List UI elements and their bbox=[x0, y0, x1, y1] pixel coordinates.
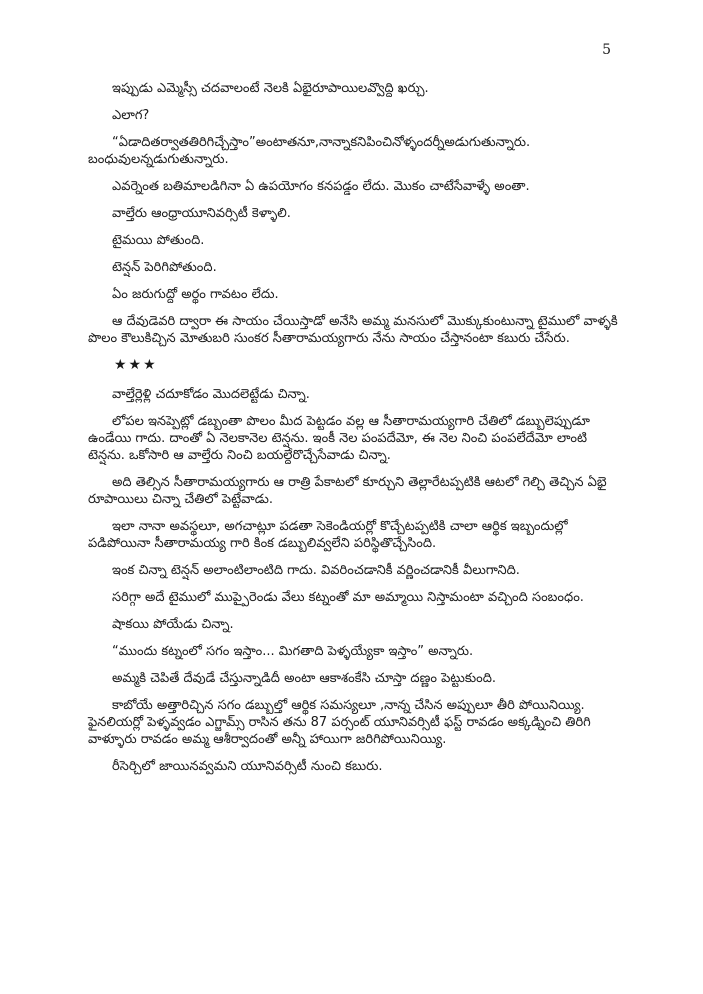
paragraph: “ఏడాదితర్వాతతిరిగిచ్చేస్తాం”అంటాతనూ,నాన్నాకనిపించినోళ్ళందర్నీఅడుగుతున్నారు. బంధువులన్నడుగుతున్నారు. bbox=[88, 135, 531, 167]
paragraph: ఎలాగ? bbox=[112, 108, 150, 123]
paragraph: అది తెల్సిన సీతారామయ్యగారు ఆ రాత్రి పేకాటలో కూర్చుని తెల్లారేటప్పటికి ఆటలో గెల్చి తెచ్చిన ఏభై రూపాయిలు చిన్నా చేతిలో పెట్టేవాడు. bbox=[88, 475, 607, 507]
paragraph: సరిగ్గా అదే టైములో ముప్పైరెండు వేలు కట్నంతో మా అమ్మాయి నిస్తామంటా వచ్చింది సంబంధం. bbox=[112, 590, 584, 605]
paragraph: లోపల ఇనప్పెట్లో డబ్బంతా పొలం మీద పెట్టడం వల్ల ఆ సీతారామయ్యగారి చేతిలో డబ్బులెప్పుడూ ఉండేయి గాదు. దాంతో ఏ నెలకానెల టెన్షను. ఇంకీ నెల పంపదేమో, ఈ నెల నించి పంపలేదేమో లాంటి టెన్షను. ఒకోసారి ఆ వాల్తేరు నించి బయల్దేరొచ్చేసేవాడు చిన్నా. bbox=[88, 414, 590, 463]
paragraph: టైమయి పోతుంది. bbox=[112, 233, 205, 248]
page-number: 5 bbox=[602, 42, 611, 58]
paragraph: “ముందు కట్నంలో సగం ఇస్తాం... మిగతాది పెళ్ళయ్యేకా ఇస్తాం” అన్నారు. bbox=[112, 644, 474, 659]
paragraph: షాకయి పోయేడు చిన్నా. bbox=[112, 617, 234, 632]
paragraph: టెన్షన్ పెరిగిపోతుంది. bbox=[112, 260, 217, 275]
paragraph: ఇలా నానా అవస్థలూ, అగచాట్లూ పడతా సెకెండియర్లో కొచ్చేటప్పటికి చాలా ఆర్థిక ఇబ్బందుల్లో పడిపోయినా సీతారామయ్య గారి కింక డబ్బులివ్వలేని పరిస్థితొచ్చేసింది. bbox=[88, 519, 568, 551]
paragraph: ఏం జరుగుద్దో అర్థం గావటం లేదు. bbox=[112, 287, 279, 302]
paragraph: ఆ దేవుడెవరి ద్వారా ఈ సాయం చేయిస్తాడో అనేసి అమ్మ మనసులో మొక్కుకుంటున్నా టైములో వాళ్ళకి పొలం కౌలుకిచ్చిన మోతుబరి సుంకర సీతారామయ్యగారు నేను సాయం చేస్తానంటా కబురు చేసేరు. bbox=[88, 314, 618, 346]
paragraph: అమ్మకి చెపితే దేవుడే చేస్తున్నాడిదీ అంటా ఆకాశంకేసి చూస్తా దణ్ణం పెట్టుకుంది. bbox=[112, 671, 497, 686]
paragraph: ఇప్పుడు ఎమ్మెస్సీ చదవాలంటే నెలకి ఏభైరూపాయిలవ్వొద్ది ఖర్చు. bbox=[112, 81, 429, 96]
paragraph: వాల్తేర్లెళ్లి చదూకోడం మొదలెట్టేడు చిన్నా. bbox=[112, 387, 310, 402]
paragraph: ఇంక చిన్నా టెన్షన్ అలాంటిలాంటిది గాదు. వివరించడానికీ వర్ణించడానికీ వీలుగానిది. bbox=[112, 563, 520, 578]
paragraph: కాబోయే అత్తారిచ్చిన సగం డబ్బుల్తో ఆర్థిక సమస్యలూ ,నాన్న చేసిన అప్పులూ తీరి పోయినియ్యి. ఫైనలియర్లో పెళ్ళవ్వడం ఎగ్జామ్స్ రాసిన తను 87 పర్సంట్ యూనివర్సిటీ ఫస్ట్ రావడం అక్కడ్నించి తిరిగి వాళ్ళూరు రావడం అమ్మ ఆశీర్వాదంతో అన్నీ హాయిగా జరిగిపోయినియ్యి. bbox=[88, 698, 591, 747]
section-separator: ★★★ bbox=[114, 357, 158, 373]
paragraph: ఎవర్నెంత బతిమాలడిగినా ఏ ఉపయోగం కనపడ్డం లేదు. మొకం చాటేసేవాళ్ళే అంతా. bbox=[112, 179, 530, 194]
document-body bbox=[88, 80, 618, 785]
paragraph: రీసెర్చిలో జాయినవ్వమని యూనివర్సిటీ నుంచి కబురు. bbox=[112, 759, 383, 774]
paragraph: వాల్తేరు ఆంధ్రాయూనివర్సిటీ కెళ్ళాలి. bbox=[112, 206, 291, 221]
